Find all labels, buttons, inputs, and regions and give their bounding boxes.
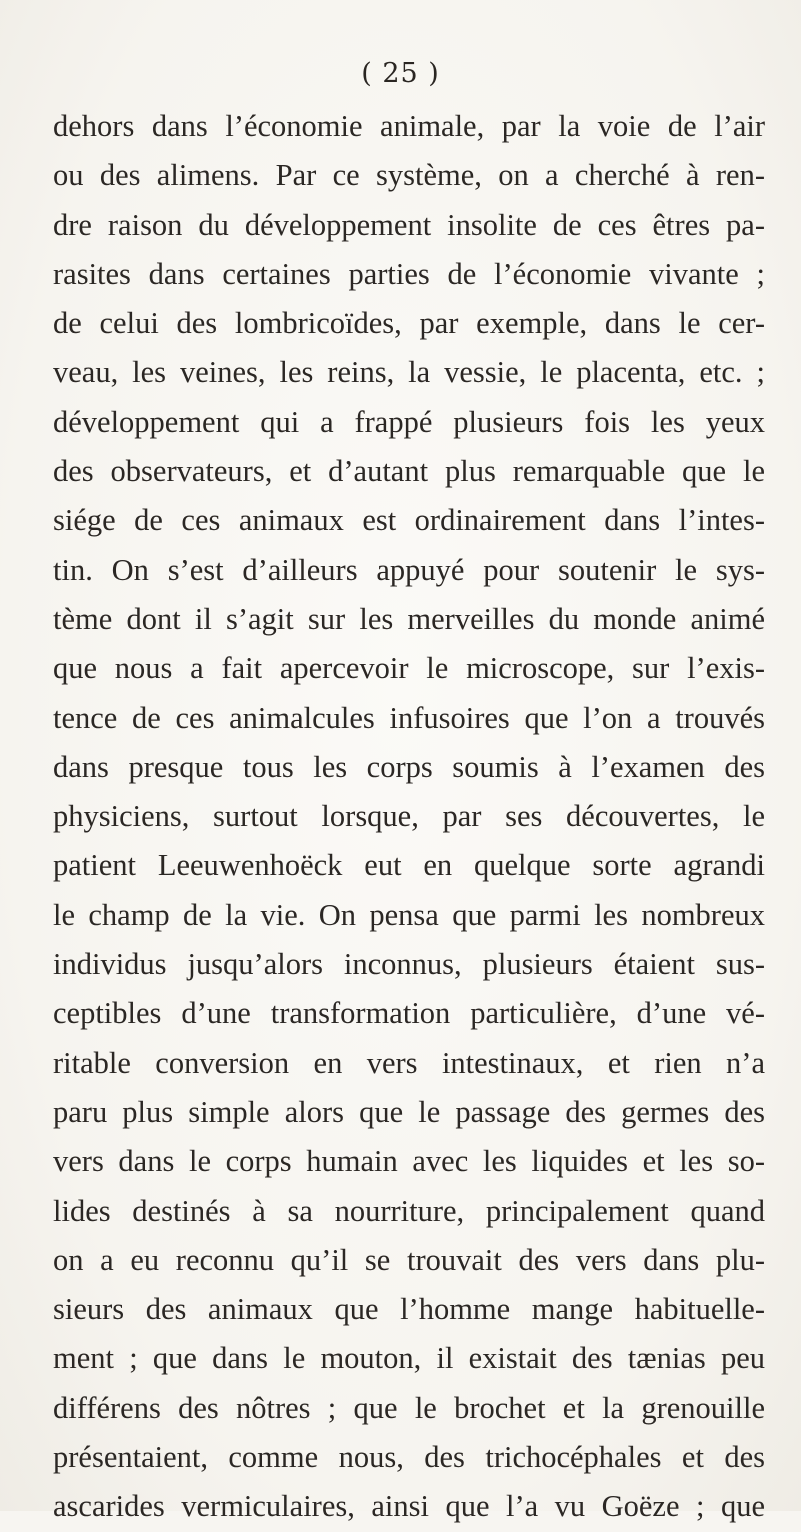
- text-line: dans presque tous les corps soumis à l’examen des: [53, 749, 765, 784]
- text-line: tin. On s’est d’ailleurs appuyé pour soutenir le sys-: [53, 552, 765, 587]
- text-line: que nous a fait apercevoir le microscope, sur l’exis-: [53, 651, 765, 686]
- text-line: ritable conversion en vers intestinaux, et rien n’a: [53, 1045, 765, 1080]
- text-line: rasites dans certaines parties de l’économie vivante ;: [53, 256, 765, 291]
- text-line: ou des alimens. Par ce système, on a cherché à ren-: [53, 158, 765, 193]
- text-line: de celui des lombricoïdes, par exemple, dans le cer-: [53, 306, 765, 341]
- text-line: ascarides vermiculaires, ainsi que l’a vu Goëze ; que: [53, 1489, 765, 1524]
- text-line: différens des nôtres ; que le brochet et la grenouille: [53, 1390, 765, 1425]
- page-number: ( 25 ): [361, 58, 440, 89]
- text-line: des observateurs, et d’autant plus remarquable que le: [53, 454, 765, 489]
- text-line: patient Leeuwenhoëck eut en quelque sorte agrandi: [53, 848, 765, 883]
- text-line: physiciens, surtout lorsque, par ses découvertes, le: [53, 799, 765, 834]
- text-line: veau, les veines, les reins, la vessie, le placenta, etc. ;: [53, 355, 765, 390]
- text-line: dre raison du développement insolite de ces êtres pa-: [53, 207, 765, 242]
- text-line: on a eu reconnu qu’il se trouvait des vers dans plu-: [53, 1242, 765, 1277]
- text-line: sieurs des animaux que l’homme mange habituelle-: [53, 1292, 765, 1327]
- text-line: tème dont il s’agit sur les merveilles du monde animé: [53, 601, 765, 636]
- text-line: le champ de la vie. On pensa que parmi les nombreux: [53, 897, 765, 932]
- text-line: paru plus simple alors que le passage des germes des: [53, 1094, 765, 1129]
- text-line: ment ; que dans le mouton, il existait des tænias peu: [53, 1341, 765, 1376]
- text-line: vers dans le corps humain avec les liquides et les so-: [53, 1144, 765, 1179]
- text-line: siége de ces animaux est ordinairement dans l’intes-: [53, 503, 765, 538]
- text-line: individus jusqu’alors inconnus, plusieurs étaient sus-: [53, 947, 765, 982]
- text-line: lides destinés à sa nourriture, principalement quand: [53, 1193, 765, 1228]
- text-line: présentaient, comme nous, des trichocéphales et des: [53, 1440, 765, 1475]
- text-line: dehors dans l’économie animale, par la voie de l’air: [53, 109, 765, 143]
- body-text: [53, 102, 765, 1532]
- text-line: développement qui a frappé plusieurs fois les yeux: [53, 404, 765, 439]
- text-line: tence de ces animalcules infusoires que l’on a trouvés: [53, 700, 765, 735]
- text-line: ceptibles d’une transformation particulière, d’une vé-: [53, 996, 765, 1031]
